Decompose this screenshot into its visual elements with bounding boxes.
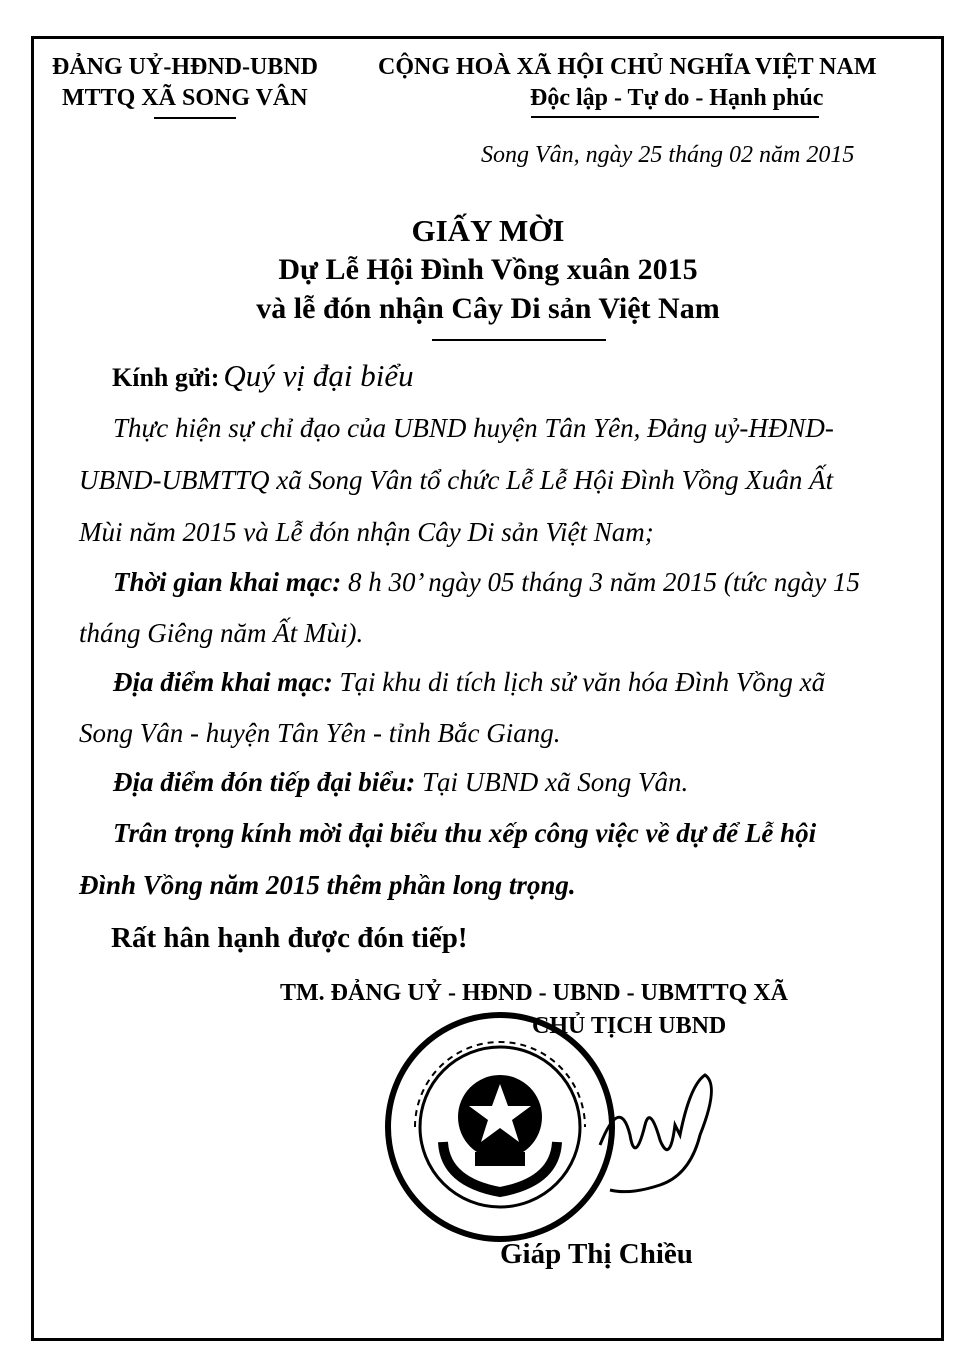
event-subtitle: và lễ đón nhận Cây Di sản Việt Nam	[256, 292, 720, 325]
reception-place-label: Địa điểm đón tiếp đại biểu:	[113, 767, 416, 797]
paragraph-1-line-1: Thực hiện sự chỉ đạo của UBND huyện Tân Yên, Đảng uỷ-HĐND-	[113, 413, 834, 443]
nation-name: CỘNG HOÀ XÃ HỘI CHỦ NGHĨA VIỆT NAM	[378, 54, 877, 80]
invitation-line-1: Trân trọng kính mời đại biểu thu xếp công việc về dự để Lễ hội	[113, 818, 817, 848]
nation-motto: Độc lập - Tự do - Hạnh phúc	[530, 85, 824, 111]
signature-position: CHỦ TỊCH UBND	[532, 1013, 727, 1039]
org-underline	[154, 117, 236, 119]
greeting-recipient: Quý vị đại biểu	[223, 358, 414, 393]
reception-place-value: Tại UBND xã Song Vân.	[415, 767, 689, 797]
org-name-line1: ĐẢNG UỶ-HĐND-UBND	[52, 54, 318, 80]
opening-place-line-2: Song Vân - huyện Tân Yên - tỉnh Bắc Giang.	[79, 718, 561, 748]
opening-time	[113, 567, 860, 598]
signature-on-behalf: TM. ĐẢNG UỶ - HĐND - UBND - UBMTTQ XÃ	[280, 980, 788, 1006]
opening-place-label: Địa điểm khai mạc:	[113, 667, 333, 697]
date-line: Song Vân, ngày 25 tháng 02 năm 2015	[481, 142, 855, 168]
opening-time-line-2: tháng Giêng năm Ất Mùi).	[79, 618, 364, 648]
paragraph-1-line-2: UBND-UBMTTQ xã Song Vân tổ chức Lễ Lễ Hội Đình Vồng Xuân Ất	[79, 465, 834, 495]
reception-place	[113, 767, 688, 798]
title-underline	[432, 339, 606, 341]
seal-gear	[475, 1152, 525, 1166]
opening-place	[113, 667, 825, 698]
motto-underline	[531, 116, 819, 118]
greeting	[112, 358, 414, 394]
opening-time-value: 8 h 30’ ngày 05 tháng 3 năm 2015 (tức ngày 15	[341, 567, 860, 597]
signer-name: Giáp Thị Chiều	[500, 1238, 693, 1270]
opening-place-value: Tại khu di tích lịch sử văn hóa Đình Vồng xã	[332, 667, 826, 697]
closing-remark: Rất hân hạnh được đón tiếp!	[111, 922, 468, 954]
handwritten-signature	[590, 1065, 730, 1215]
invitation-line-2: Đình Vồng năm 2015 thêm phần long trọng.	[79, 870, 576, 900]
greeting-label: Kính gửi:	[112, 363, 220, 392]
document-title: GIẤY MỜI	[411, 213, 565, 248]
event-title: Dự Lễ Hội Đình Vồng xuân 2015	[278, 253, 698, 286]
opening-time-label: Thời gian khai mạc:	[113, 567, 342, 597]
paragraph-1-line-3: Mùi năm 2015 và Lễ đón nhận Cây Di sản Việt Nam;	[79, 517, 654, 547]
org-name-line2: MTTQ XÃ SONG VÂN	[62, 85, 308, 111]
